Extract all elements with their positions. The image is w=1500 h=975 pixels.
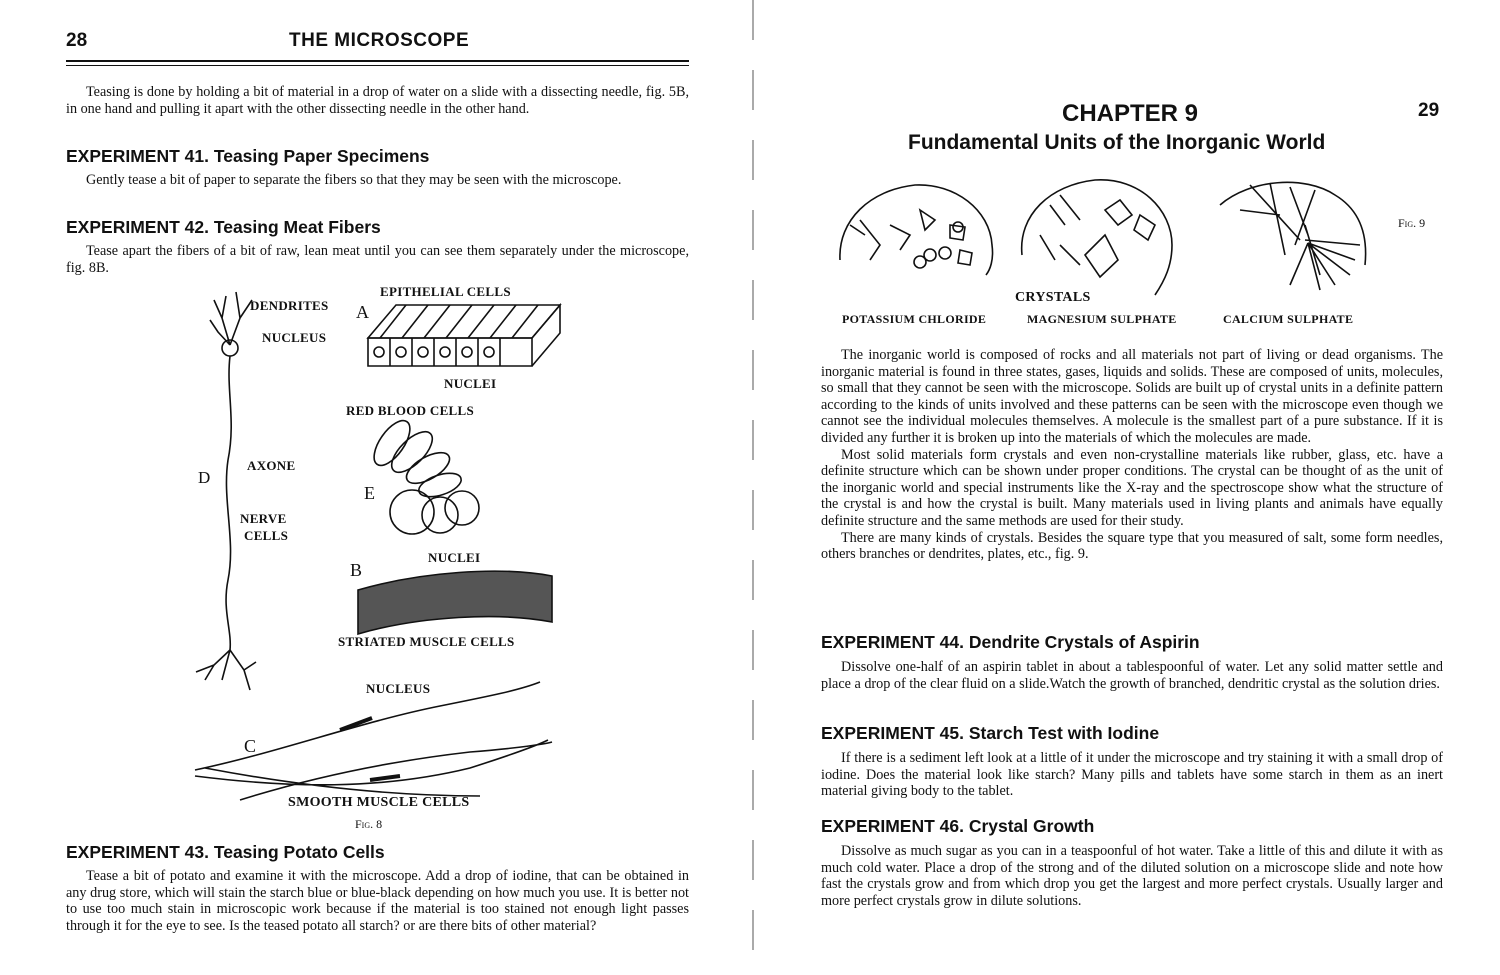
striated-muscle — [358, 571, 552, 634]
figure-8-caption: Fig. 8 — [355, 817, 383, 831]
nerve-terminals — [196, 650, 256, 690]
chapter-number: CHAPTER 9 — [1062, 100, 1199, 127]
running-head: THE MICROSCOPE — [289, 30, 470, 51]
experiment-45-body: If there is a sediment left look at a little of it under the microscope and try staining it with a small drop of iodine. Does the material look like starch? Many pills and tablets have some starch in them as an inert material giving body to the tablet. — [821, 750, 1443, 800]
label-letter-e: E — [364, 483, 376, 503]
label-nuclei-epithelial: NUCLEI — [444, 376, 497, 391]
axone — [226, 356, 231, 650]
figure-9-drawing — [760, 165, 1500, 335]
label-potassium-chloride: POTASSIUM CHLORIDE — [842, 312, 987, 326]
label-calcium-sulphate: CALCIUM SULPHATE — [1223, 312, 1354, 326]
label-letter-c: C — [244, 736, 257, 756]
experiment-43 — [66, 842, 689, 934]
label-letter-d: D — [198, 468, 211, 487]
experiment-42-heading: EXPERIMENT 42. Teasing Meat Fibers — [66, 217, 381, 237]
label-red-blood-cells: RED BLOOD CELLS — [346, 403, 475, 418]
label-dendrites: DENDRITES — [250, 298, 329, 313]
experiment-46-heading: EXPERIMENT 46. Crystal Growth — [821, 816, 1095, 836]
epithelial-top — [368, 305, 560, 338]
paragraph-1: The inorganic world is composed of rocks and all materials not part of living or dead organisms. The inorganic material is found in three states, gases, liquids and solids. These are composed of units, molecules, so small that they cannot be seen with the microscope. Solids are built up of crystal units in a definite pattern according to the kinds of units involved and these patterns can be seen with the microscope even though we cannot see the individual molecules themselves. A molecule is the smallest part of a pure substance. If it is divided any further it is broken up into the materials of which the molecules are made. — [821, 347, 1443, 446]
label-nucleus-nerve: NUCLEUS — [262, 330, 327, 345]
left-page — [0, 0, 745, 975]
book-gutter — [752, 0, 754, 975]
epithelial-nuclei — [374, 347, 384, 357]
label-epithelial-cells: EPITHELIAL CELLS — [380, 284, 511, 299]
figure-8 — [0, 0, 745, 975]
label-cells: CELLS — [244, 528, 289, 543]
label-nuclei-striated: NUCLEI — [428, 550, 481, 565]
experiment-41-heading: EXPERIMENT 41. Teasing Paper Specimens — [66, 146, 430, 166]
label-striated-muscle-cells: STRIATED MUSCLE CELLS — [338, 634, 515, 649]
experiment-44-body: Dissolve one-half of an aspirin tablet in about a tablespoonful of water. Let any solid matter settle and place a drop of the clear fluid on a slide.Watch the growth of branched, dendritic crystal as the solution dries. — [821, 659, 1443, 692]
nerve-dendrites — [210, 292, 252, 345]
label-crystals: CRYSTALS — [1015, 290, 1091, 305]
experiment-43-heading: EXPERIMENT 43. Teasing Potato Cells — [66, 842, 385, 862]
experiment-44-heading: EXPERIMENT 44. Dendrite Crystals of Aspirin — [821, 632, 1200, 652]
experiment-43-body: Tease a bit of potato and examine it with the microscope. Add a drop of iodine, that can be obtained in any drug store, which will stain the starch blue or blue-black depending on how much you use. It is better not to use too much stain in microscopic work because if the material is too stained not enough light passes through it for the eye to see. Is the teased potato all starch? or are there bits of other material? — [66, 868, 689, 934]
intro-paragraph: Teasing is done by holding a bit of material in a drop of water on a slide with a dissecting needle, fig. 5B, in one hand and pulling it apart with the other dissecting needle in the other hand. — [66, 84, 689, 117]
label-nucleus-smooth: NUCLEUS — [366, 681, 431, 696]
label-letter-b: B — [350, 560, 363, 580]
page-number-left: 28 — [66, 30, 88, 51]
label-magnesium-sulphate: MAGNESIUM SULPHATE — [1027, 312, 1177, 326]
experiment-41-body: Gently tease a bit of paper to separate the fibers so that they may be seen with the microscope. — [86, 172, 622, 188]
figure-9-caption: Fig. 9 — [1398, 216, 1426, 230]
label-axone: AXONE — [247, 458, 296, 473]
label-nerve: NERVE — [240, 511, 287, 526]
experiment-42-body: Tease apart the fibers of a bit of raw, lean meat until you can see them separately under the microscope, fig. 8B. — [66, 243, 689, 276]
experiment-45 — [821, 723, 1443, 800]
intro-section — [821, 347, 1443, 563]
experiment-45-heading: EXPERIMENT 45. Starch Test with Iodine — [821, 723, 1160, 743]
page-number-right: 29 — [1418, 100, 1440, 121]
experiment-44 — [821, 632, 1443, 692]
label-smooth-muscle-cells: SMOOTH MUSCLE CELLS — [288, 795, 470, 810]
paragraph-3: There are many kinds of crystals. Besides the square type that you measured of salt, some form needles, others branches or dendrites, plates, etc., fig. 9. — [821, 529, 1443, 563]
label-letter-a: A — [356, 302, 370, 322]
epithelial-side — [532, 305, 560, 366]
experiment-46 — [821, 816, 1443, 909]
potassium-chloride-field — [840, 185, 993, 275]
experiment-46-body: Dissolve as much sugar as you can in a teaspoonful of hot water. Take a little of this and dilute it with as much cold water. Place a drop of the strong and of the diluted solution on a microscope slide and note how fast the crystals grow and from which drop you get the largest and more perfect crystals. Usually larger and more perfect crystals grow in dilute solutions. — [821, 843, 1443, 909]
paragraph-2: Most solid materials form crystals and even non-crystalline materials like rubber, glass, etc. have a definite structure which can be shown under proper conditions. The crystal can be thought of as the unit of the inorganic world and special instruments like the X-ray and the spectroscope show what the structure of the crystal is and how the crystal is built. Many materials used in living plants and animals have equally definite structure and the same methods are used for their study. — [821, 446, 1443, 529]
right-page — [760, 0, 1500, 975]
chapter-title: Fundamental Units of the Inorganic World — [908, 131, 1326, 154]
